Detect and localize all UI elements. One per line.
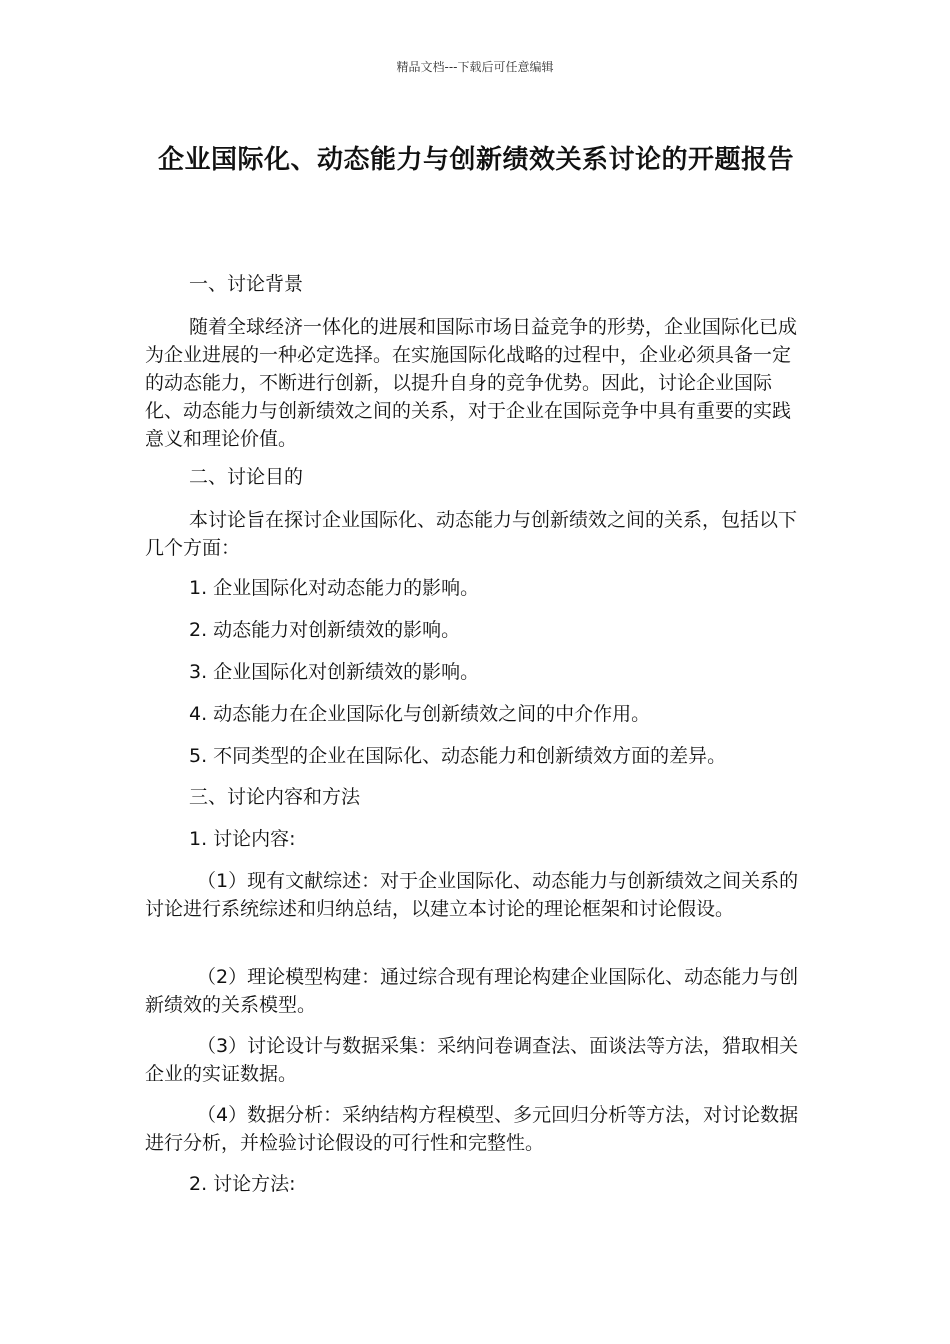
header-note: 精品文档---下载后可任意编辑 <box>396 60 554 74</box>
section2-paragraph: 本讨论旨在探讨企业国际化、动态能力与创新绩效之间的关系，包括以下几个方面： <box>145 509 798 559</box>
list-item: 4. 动态能力在企业国际化与创新绩效之间的中介作用。 <box>189 703 651 725</box>
content-item: （1）现有文献综述：对于企业国际化、动态能力与创新绩效之间关系的讨论进行系统综述和归纳总结，以建立本讨论的理论框架和讨论假设。 <box>145 870 799 920</box>
section3-heading: 三、讨论内容和方法 <box>189 786 361 808</box>
content-item: （3）讨论设计与数据采集：采纳问卷调查法、面谈法等方法，猎取相关企业的实证数据。 <box>145 1035 799 1085</box>
list-item: 2. 动态能力对创新绩效的影响。 <box>189 619 461 641</box>
list-item: 3. 企业国际化对创新绩效的影响。 <box>189 661 480 683</box>
content-item: （2）理论模型构建：通过综合现有理论构建企业国际化、动态能力与创新绩效的关系模型。 <box>145 966 799 1016</box>
method-heading: 2. 讨论方法: <box>189 1173 296 1195</box>
document-title: 企业国际化、动态能力与创新绩效关系讨论的开题报告 <box>157 145 794 175</box>
section2-heading: 二、讨论目的 <box>189 466 304 488</box>
section1-paragraph: 随着全球经济一体化的进展和国际市场日益竞争的形势，企业国际化已成为企业进展的一种必定选择。在实施国际化战略的过程中，企业必须具备一定的动态能力，不断进行创新，以提升自身的竞争优势。因此，讨论企业国际化、动态能力与创新绩效之间的关系，对于企业在国际竞争中具有重要的实践意义和理论价值。 <box>145 316 798 450</box>
content-item: （4）数据分析：采纳结构方程模型、多元回归分析等方法，对讨论数据进行分析，并检验讨论假设的可行性和完整性。 <box>145 1104 799 1154</box>
content-heading: 1. 讨论内容: <box>189 828 296 850</box>
section1-heading: 一、讨论背景 <box>189 273 304 295</box>
list-item: 1. 企业国际化对动态能力的影响。 <box>189 577 480 599</box>
list-item: 5. 不同类型的企业在国际化、动态能力和创新绩效方面的差异。 <box>189 745 727 767</box>
